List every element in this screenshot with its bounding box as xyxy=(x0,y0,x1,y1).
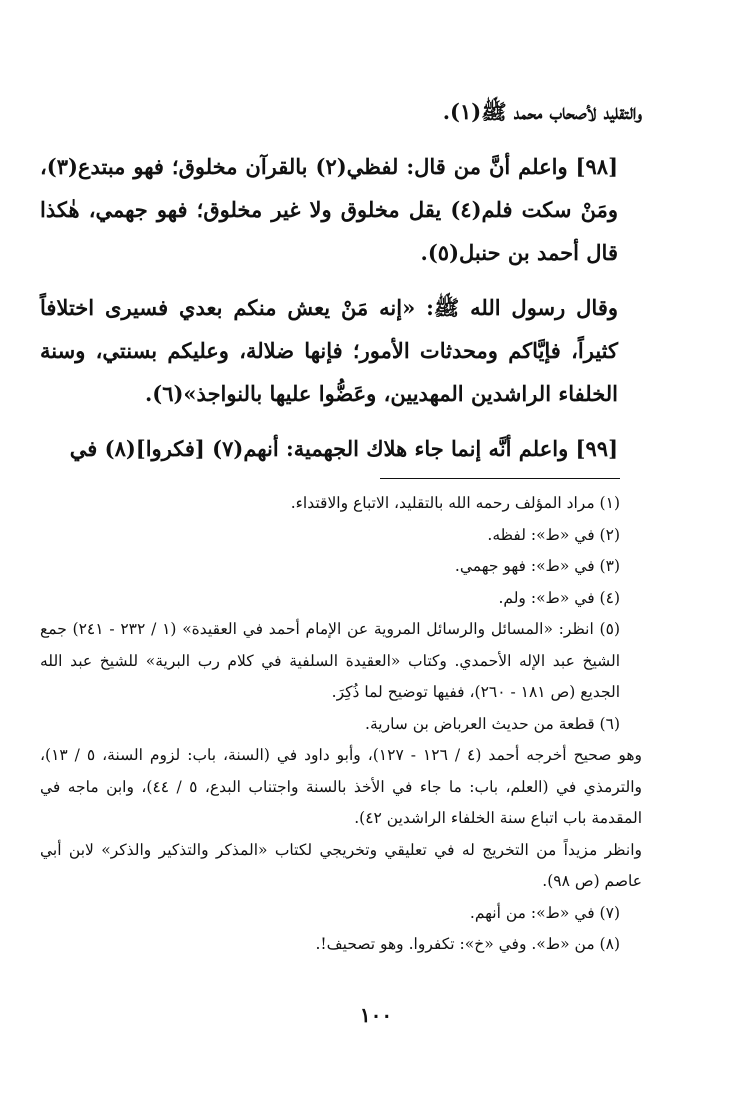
paragraph-hadith: وقال رسول الله ﷺ: «إنه مَنْ يعش منكم بعدي فسيرى اختلافاً كثيراً، فإيَّاكم ومحدثات الأمور؛ فإنها ضلالة، وعليكم بسنتي، وسنة الخلفاء الراشدين المهديين، وعَضُّوا عليها بالنواجذ»(٦). xyxy=(40,295,618,406)
main-text xyxy=(40,90,642,470)
footnote-6: (٦) قطعة من حديث العرباض بن سارية. xyxy=(365,714,620,733)
footnote-1: (١) مراد المؤلف رحمه الله بالتقليد، الاتباع والاقتداء. xyxy=(290,494,620,512)
footnote-separator xyxy=(380,478,620,479)
footnote-7: (٧) في «ط»: من أنهم. xyxy=(469,903,620,922)
footnote-5: (٥) انظر: «المسائل والرسائل المروية عن الإمام أحمد في العقيدة» (١ / ٢٣٢ - ٢٤١) جمع الشيخ عبد الإله الأحمدي. وكتاب «العقيدة السلفية في كلام رب البرية» للشيخ عبد الله الجديع (ص ١٨١ - ٢٦٠)، ففيها توضيح لما ذُكِرَ. xyxy=(40,620,620,701)
footnotes xyxy=(40,488,642,961)
footnote-3: (٣) في «ط»: فهو جهمي. xyxy=(454,557,620,575)
footnote-2: (٢) في «ط»: لفظه. xyxy=(487,525,620,544)
footnote-4: (٤) في «ط»: ولم. xyxy=(498,588,620,607)
footnote-6-continuation: وهو صحيح أخرجه أحمد (٤ / ١٢٦ - ١٢٧)، وأبو داود في (السنة، باب: لزوم السنة، ٥ / ١٣)، والترمذي في (العلم، باب: ما جاء في الأخذ بالسنة واجتناب البدع، ٥ / ٤٤)، وابن ماجه في المقدمة باب اتباع سنة الخلفاء الراشدين ٤٢). xyxy=(40,746,643,827)
paragraph-98: [٩٨] واعلم أنَّ من قال: لفظي(٢) بالقرآن مخلوق؛ فهو مبتدع(٣)، ومَنْ سكت فلم(٤) يقل مخلوق ولا غير مخلوق؛ فهو جهمي، هٰكذا قال أحمد بن حنبل(٥). xyxy=(40,154,618,265)
footnote-6-further: وانظر مزيداً من التخريج له في تعليقي وتخريجي لكتاب «المذكر والتذكير والذكر» لابن أبي عاصم (ص ٩٨). xyxy=(40,840,642,890)
footnote-8: (٨) من «ط». وفي «خ»: تكفروا. وهو تصحيف!. xyxy=(315,935,620,953)
page-number: ١٠٠ xyxy=(359,1003,393,1027)
paragraph-continuation: والتقليد لأصحاب محمد ﷺ(١). xyxy=(442,99,642,124)
paragraph-99: [٩٩] واعلم أنَّه إنما جاء هلاك الجهمية: أنهم(٧) [فكروا](٨) في xyxy=(69,436,618,461)
